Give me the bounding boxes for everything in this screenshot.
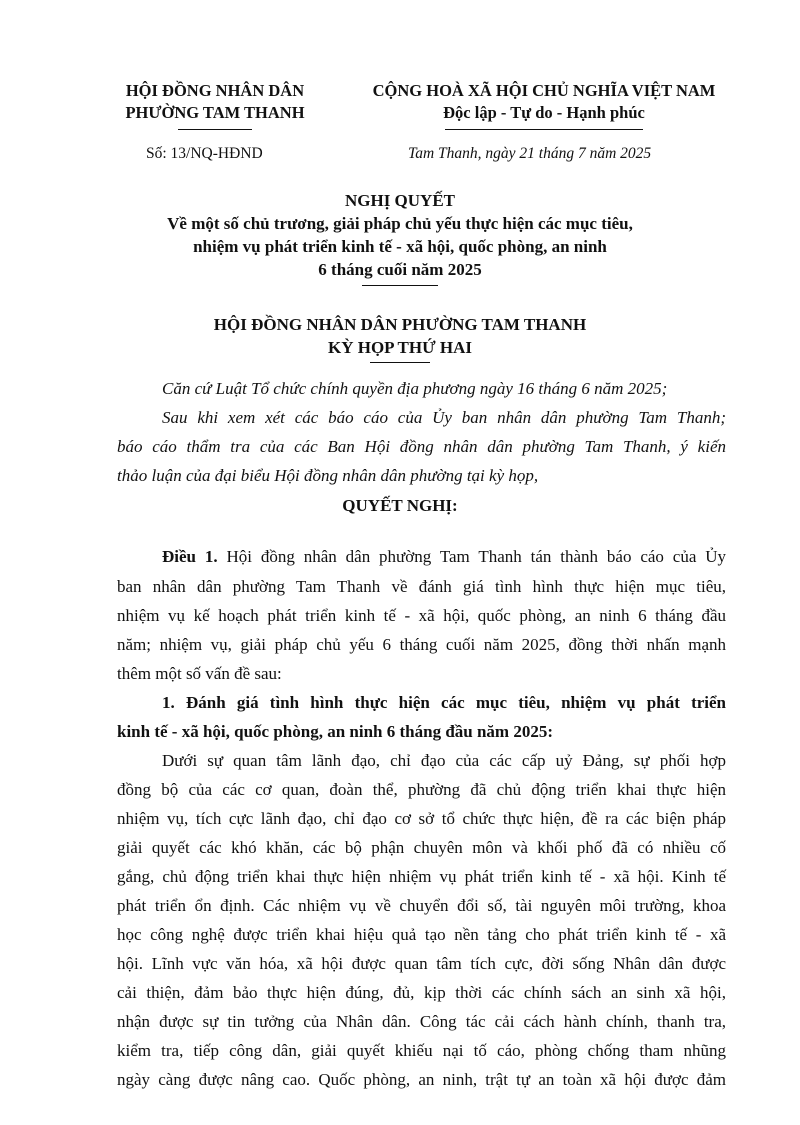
session-underline bbox=[370, 362, 430, 363]
article-1-line2: ban nhân dân phường Tam Thanh về đánh giá tình hình thực hiện mục tiêu, bbox=[117, 577, 726, 596]
paragraph-line7: học công nghệ được triển khai hiệu quả tạo nền tảng cho phát triển kinh tế - xã bbox=[117, 925, 726, 944]
decision-heading: QUYẾT NGHỊ: bbox=[342, 496, 458, 515]
paragraph-line10: nhận được sự tin tưởng của Nhân dân. Công tác cải cách hành chính, thanh tra, bbox=[117, 1012, 726, 1031]
section-1-heading-line2: kinh tế - xã hội, quốc phòng, an ninh 6 tháng đầu năm 2025: bbox=[117, 722, 553, 741]
document-subject-line1: Về một số chủ trương, giải pháp chủ yếu thực hiện các mục tiêu, bbox=[167, 214, 633, 233]
article-1-label: Điều 1. bbox=[162, 547, 218, 566]
national-title: CỘNG HOÀ XÃ HỘI CHỦ NGHĨA VIỆT NAM bbox=[372, 81, 716, 100]
preamble-legal-basis: Căn cứ Luật Tổ chức chính quyền địa phương ngày 16 tháng 6 năm 2025; bbox=[162, 379, 668, 398]
paragraph-line9: cải thiện, đảm bảo thực hiện đúng, đủ, kịp thời các chính sách an sinh xã hội, bbox=[117, 983, 726, 1002]
article-1-line3: nhiệm vụ kế hoạch phát triển kinh tế - xã hội, quốc phòng, an ninh 6 tháng đầu bbox=[117, 606, 726, 625]
paragraph-line12: ngày càng được nâng cao. Quốc phòng, an ninh, trật tự an toàn xã hội được đảm bbox=[117, 1070, 726, 1089]
national-motto: Độc lập - Tự do - Hạnh phúc bbox=[443, 103, 645, 122]
preamble-line2: Sau khi xem xét các báo cáo của Ủy ban nhân dân phường Tam Thanh; bbox=[162, 408, 726, 427]
national-motto-underline bbox=[445, 129, 643, 130]
document-type: NGHỊ QUYẾT bbox=[344, 191, 456, 210]
paragraph-line4: giải quyết các khó khăn, các bộ phận chuyên môn và khối phố đã có nhiều cố bbox=[117, 838, 726, 857]
article-1-line1 bbox=[162, 547, 726, 567]
paragraph-line3: nhiệm vụ, tích cực lãnh đạo, chỉ đạo cơ sở tổ chức thực hiện, đề ra các biện pháp bbox=[117, 809, 726, 828]
paragraph-line11: kiểm tra, tiếp công dân, giải quyết khiếu nại tố cáo, phòng chống tham nhũng bbox=[117, 1041, 726, 1060]
paragraph-line2: đồng bộ của các cơ quan, đoàn thể, phường đã chủ động triển khai thực hiện bbox=[117, 780, 726, 799]
issuing-body-line2: PHƯỜNG TAM THANH bbox=[125, 103, 305, 122]
article-1-text: Hội đồng nhân dân phường Tam Thanh tán thành báo cáo của Ủy bbox=[226, 547, 727, 566]
document-subject-line3: 6 tháng cuối năm 2025 bbox=[318, 260, 482, 279]
issuing-body-line1: HỘI ĐỒNG NHÂN DÂN bbox=[125, 81, 305, 100]
section-1-heading-line1: 1. Đánh giá tình hình thực hiện các mục tiêu, nhiệm vụ phát triển bbox=[162, 693, 726, 712]
preamble-line3: báo cáo thẩm tra của các Ban Hội đồng nhân dân phường Tam Thanh, ý kiến bbox=[117, 437, 726, 456]
session-name: KỲ HỌP THỨ HAI bbox=[327, 338, 473, 357]
title-underline bbox=[362, 285, 438, 286]
issuing-body-underline bbox=[178, 129, 252, 130]
preamble-line4: thảo luận của đại biểu Hội đồng nhân dân phường tại kỳ họp, bbox=[117, 466, 539, 485]
paragraph-line5: gắng, chủ động triển khai thực hiện nhiệm vụ phát triển kinh tế - xã hội. Kinh tế bbox=[117, 867, 726, 886]
paragraph-line6: phát triển ổn định. Các nhiệm vụ về chuyển đổi số, tài nguyên môi trường, khoa bbox=[117, 896, 726, 915]
council-name: HỘI ĐỒNG NHÂN DÂN PHƯỜNG TAM THANH bbox=[213, 315, 587, 334]
article-1-line4: năm; nhiệm vụ, giải pháp chủ yếu 6 tháng cuối năm 2025, đồng thời nhấn mạnh bbox=[117, 635, 726, 654]
place-date: Tam Thanh, ngày 21 tháng 7 năm 2025 bbox=[408, 145, 652, 162]
paragraph-line1: Dưới sự quan tâm lãnh đạo, chỉ đạo của các cấp uỷ Đảng, sự phối hợp bbox=[162, 751, 726, 770]
paragraph-line8: hội. Lĩnh vực văn hóa, xã hội được quan tâm tích cực, đời sống Nhân dân được bbox=[117, 954, 726, 973]
document-subject-line2: nhiệm vụ phát triển kinh tế - xã hội, quốc phòng, an ninh bbox=[193, 237, 607, 256]
document-number: Số: 13/NQ-HĐND bbox=[146, 145, 263, 162]
article-1-line5: thêm một số vấn đề sau: bbox=[117, 664, 282, 683]
